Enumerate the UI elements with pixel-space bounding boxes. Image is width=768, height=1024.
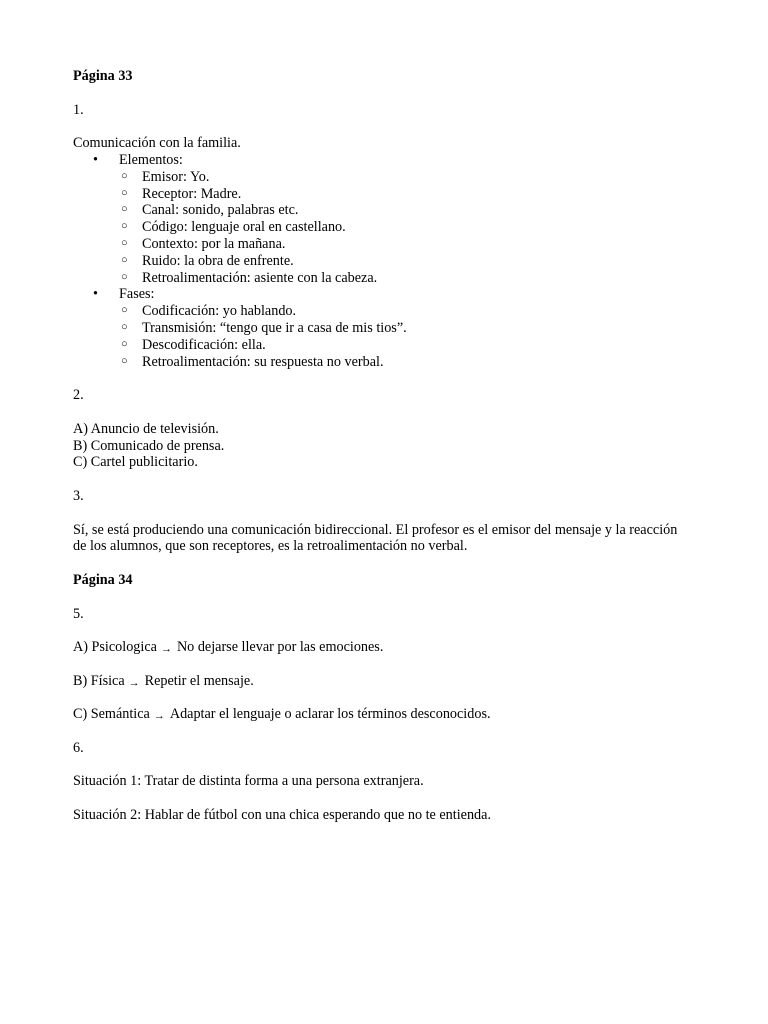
arrow-right-icon: → [153, 710, 165, 723]
page-heading-34: Página 34 [73, 571, 133, 588]
sub-list-item-text: Contexto: por la mañana. [142, 235, 286, 252]
answer-line [73, 706, 693, 723]
sub-list-item [73, 186, 693, 203]
list-item-fases [73, 286, 693, 303]
spacer [73, 622, 693, 639]
question-number-1: 1. [73, 101, 84, 118]
sub-list-item-text: Retroalimentación: asiente con la cabeza. [142, 269, 378, 286]
spacer [73, 723, 693, 740]
sub-list-item-text: Canal: sonido, palabras etc. [142, 202, 299, 219]
spacer [73, 370, 693, 387]
sub-list-item [73, 169, 693, 186]
circle-bullet-icon: ○ [121, 220, 128, 233]
sub-list-item [73, 354, 693, 371]
circle-bullet-icon: ○ [121, 320, 128, 333]
sub-list-item [73, 320, 693, 337]
list-item-label: Elementos: [119, 151, 183, 168]
circle-bullet-icon: ○ [121, 169, 128, 182]
barrier-solution: Adaptar el lenguaje o aclarar los términos desconocidos. [169, 706, 491, 723]
sub-list-item-text: Receptor: Madre. [142, 185, 242, 202]
sub-list-item-text: Transmisión: “tengo que ir a casa de mis tios”. [142, 319, 407, 336]
barrier-type: C) Semántica [73, 706, 150, 723]
sub-list-item-text: Ruido: la obra de enfrente. [142, 252, 294, 269]
spacer [73, 790, 693, 807]
arrow-right-icon: → [128, 676, 140, 689]
sub-list-item [73, 219, 693, 236]
spacer [73, 757, 693, 774]
circle-bullet-icon: ○ [121, 236, 128, 249]
circle-bullet-icon: ○ [121, 354, 128, 367]
question-number-6: 6. [73, 739, 84, 756]
page-heading-33: Página 33 [73, 68, 133, 84]
sub-list-item-text: Retroalimentación: su respuesta no verbal. [142, 353, 384, 370]
question-number-3: 3. [73, 487, 84, 504]
list-item-elementos [73, 152, 693, 169]
circle-bullet-icon: ○ [121, 253, 128, 266]
sub-list-item [73, 270, 693, 287]
answer-line: Situación 1: Tratar de distinta forma a una persona extranjera. [73, 773, 424, 790]
barrier-type: B) Física [73, 672, 125, 689]
answer-paragraph: Sí, se está produciendo una comunicación bidireccional. El profesor es el emisor del mensaje y la reacción de los alumnos, que son receptores, es la retroalimentación no verbal. [73, 521, 678, 555]
spacer [73, 404, 693, 421]
circle-bullet-icon: ○ [121, 203, 128, 216]
sub-list-item-text: Emisor: Yo. [142, 168, 210, 185]
sub-list-item [73, 303, 693, 320]
sub-list-item-text: Código: lenguaje oral en castellano. [142, 219, 346, 236]
answer-line: C) Cartel publicitario. [73, 454, 198, 471]
spacer [73, 85, 693, 102]
document-page [73, 68, 693, 824]
arrow-right-icon: → [160, 643, 172, 656]
sub-list-item-text: Codificación: yo hablando. [142, 303, 297, 320]
question-number-5: 5. [73, 605, 84, 622]
bullet-icon: • [93, 151, 98, 168]
sub-list-item [73, 337, 693, 354]
spacer [73, 471, 693, 488]
answer-line: Situación 2: Hablar de fútbol con una chica esperando que no te entienda. [73, 807, 491, 824]
answer-line [73, 673, 693, 690]
barrier-solution: Repetir el mensaje. [144, 672, 254, 689]
spacer [73, 689, 693, 706]
spacer [73, 555, 693, 572]
circle-bullet-icon: ○ [121, 304, 128, 317]
answer-line: B) Comunicado de prensa. [73, 437, 225, 454]
sub-list-item [73, 253, 693, 270]
barrier-solution: No dejarse llevar por las emociones. [176, 639, 384, 656]
sub-list-item [73, 202, 693, 219]
circle-bullet-icon: ○ [121, 337, 128, 350]
spacer [73, 505, 693, 522]
circle-bullet-icon: ○ [121, 270, 128, 283]
sub-list-item [73, 236, 693, 253]
circle-bullet-icon: ○ [121, 186, 128, 199]
answer-line: A) Anuncio de televisión. [73, 420, 219, 437]
list-item-label: Fases: [119, 286, 155, 303]
answer-line [73, 639, 693, 656]
sub-list-item-text: Descodificación: ella. [142, 336, 266, 353]
spacer [73, 118, 693, 135]
spacer [73, 656, 693, 673]
question-1-intro: Comunicación con la familia. [73, 135, 241, 152]
question-number-2: 2. [73, 387, 84, 404]
bullet-icon: • [93, 286, 98, 303]
barrier-type: A) Psicologica [73, 639, 157, 656]
spacer [73, 589, 693, 606]
